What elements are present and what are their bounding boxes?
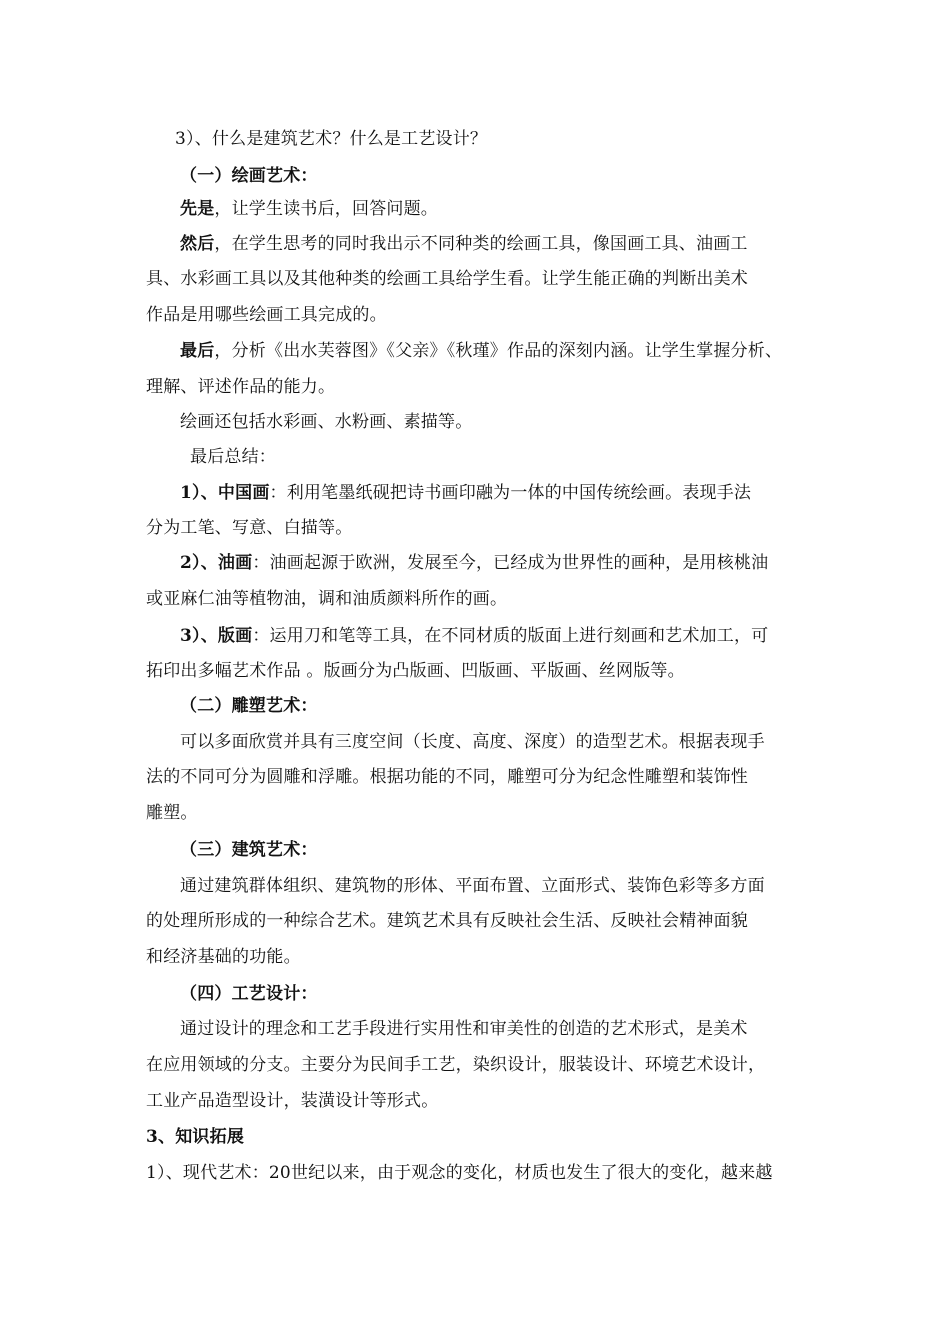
paragraph-then — [180, 233, 845, 255]
paragraph-line: 法的不同可分为圆雕和浮雕。根据功能的不同，雕塑可分为纪念性雕塑和装饰性 — [146, 767, 748, 787]
paragraph-craft-design: 通过设计的理念和工艺手段进行实用性和审美性的创造的艺术形式，是美术 — [180, 1019, 748, 1039]
section-heading-architecture: （三）建筑艺术： — [180, 840, 318, 860]
section-heading-painting: （一）绘画艺术： — [180, 166, 318, 186]
section-heading-sculpture: （二）雕塑艺术： — [180, 696, 318, 716]
paragraph-line: 拓印出多幅艺术作品 。版画分为凸版画、凹版画、平版画、丝网版等。 — [146, 661, 685, 681]
paragraph-first — [180, 198, 845, 220]
keyword-then: 然后 — [180, 234, 215, 254]
section-heading-knowledge-extension: 3、知识拓展 — [146, 1127, 245, 1147]
paragraph-modern-art: 1）、现代艺术：20世纪以来，由于观念的变化，材质也发生了很大的变化，越来越 — [146, 1163, 773, 1183]
keyword-finally: 最后 — [180, 341, 215, 361]
paragraph-line: 雕塑。 — [146, 803, 198, 823]
paragraph-line: 具、水彩画工具以及其他种类的绘画工具给学生看。让学生能正确的判断出美术 — [146, 269, 748, 289]
item-title: 1）、中国画 — [180, 483, 270, 503]
question-line: 3）、什么是建筑艺术？什么是工艺设计？ — [175, 129, 488, 149]
paragraph-line: 理解、评述作品的能力。 — [146, 377, 336, 397]
item-text: ：油画起源于欧洲，发展至今，已经成为世界性的画种，是用核桃油 — [252, 553, 769, 573]
paragraph-line: 工业产品造型设计，装潢设计等形式。 — [146, 1091, 439, 1111]
section-heading-craft-design: （四）工艺设计： — [180, 984, 318, 1004]
item-oil-painting — [180, 552, 845, 574]
paragraph-line: 和经济基础的功能。 — [146, 947, 301, 967]
item-chinese-painting — [180, 482, 845, 504]
paragraph-line: 的处理所形成的一种综合艺术。建筑艺术具有反映社会生活、反映社会精神面貌 — [146, 911, 748, 931]
item-title: 2）、油画 — [180, 553, 253, 573]
item-text: ：利用笔墨纸砚把诗书画印融为一体的中国传统绘画。表现手法 — [269, 483, 752, 503]
paragraph-line: 作品是用哪些绘画工具完成的。 — [146, 305, 387, 325]
paragraph-text: ，在学生思考的同时我出示不同种类的绘画工具，像国画工具、油画工 — [214, 234, 748, 254]
paragraph-painting-types: 绘画还包括水彩画、水粉画、素描等。 — [180, 412, 473, 432]
paragraph-line: 在应用领域的分支。主要分为民间手工艺，染织设计，服装设计、环境艺术设计， — [146, 1055, 766, 1075]
item-printmaking — [180, 625, 845, 647]
paragraph-architecture: 通过建筑群体组织、建筑物的形体、平面布置、立面形式、装饰色彩等多方面 — [180, 876, 765, 896]
paragraph-sculpture: 可以多面欣赏并具有三度空间（长度、高度、深度）的造型艺术。根据表现手 — [180, 732, 765, 752]
paragraph-text: ，分析《出水芙蓉图》《父亲》《秋瑾》作品的深刻内涵。让学生掌握分析、 — [214, 341, 783, 361]
keyword-first: 先是 — [180, 199, 215, 219]
item-title: 3）、版画 — [180, 626, 253, 646]
item-text: ：运用刀和笔等工具，在不同材质的版面上进行刻画和艺术加工，可 — [252, 626, 769, 646]
paragraph-finally — [180, 340, 845, 362]
paragraph-line: 分为工笔、写意、白描等。 — [146, 518, 353, 538]
paragraph-line: 或亚麻仁油等植物油，调和油质颜料所作的画。 — [146, 589, 508, 609]
paragraph-text: ，让学生读书后，回答问题。 — [214, 199, 439, 219]
summary-label: 最后总结： — [190, 447, 276, 467]
